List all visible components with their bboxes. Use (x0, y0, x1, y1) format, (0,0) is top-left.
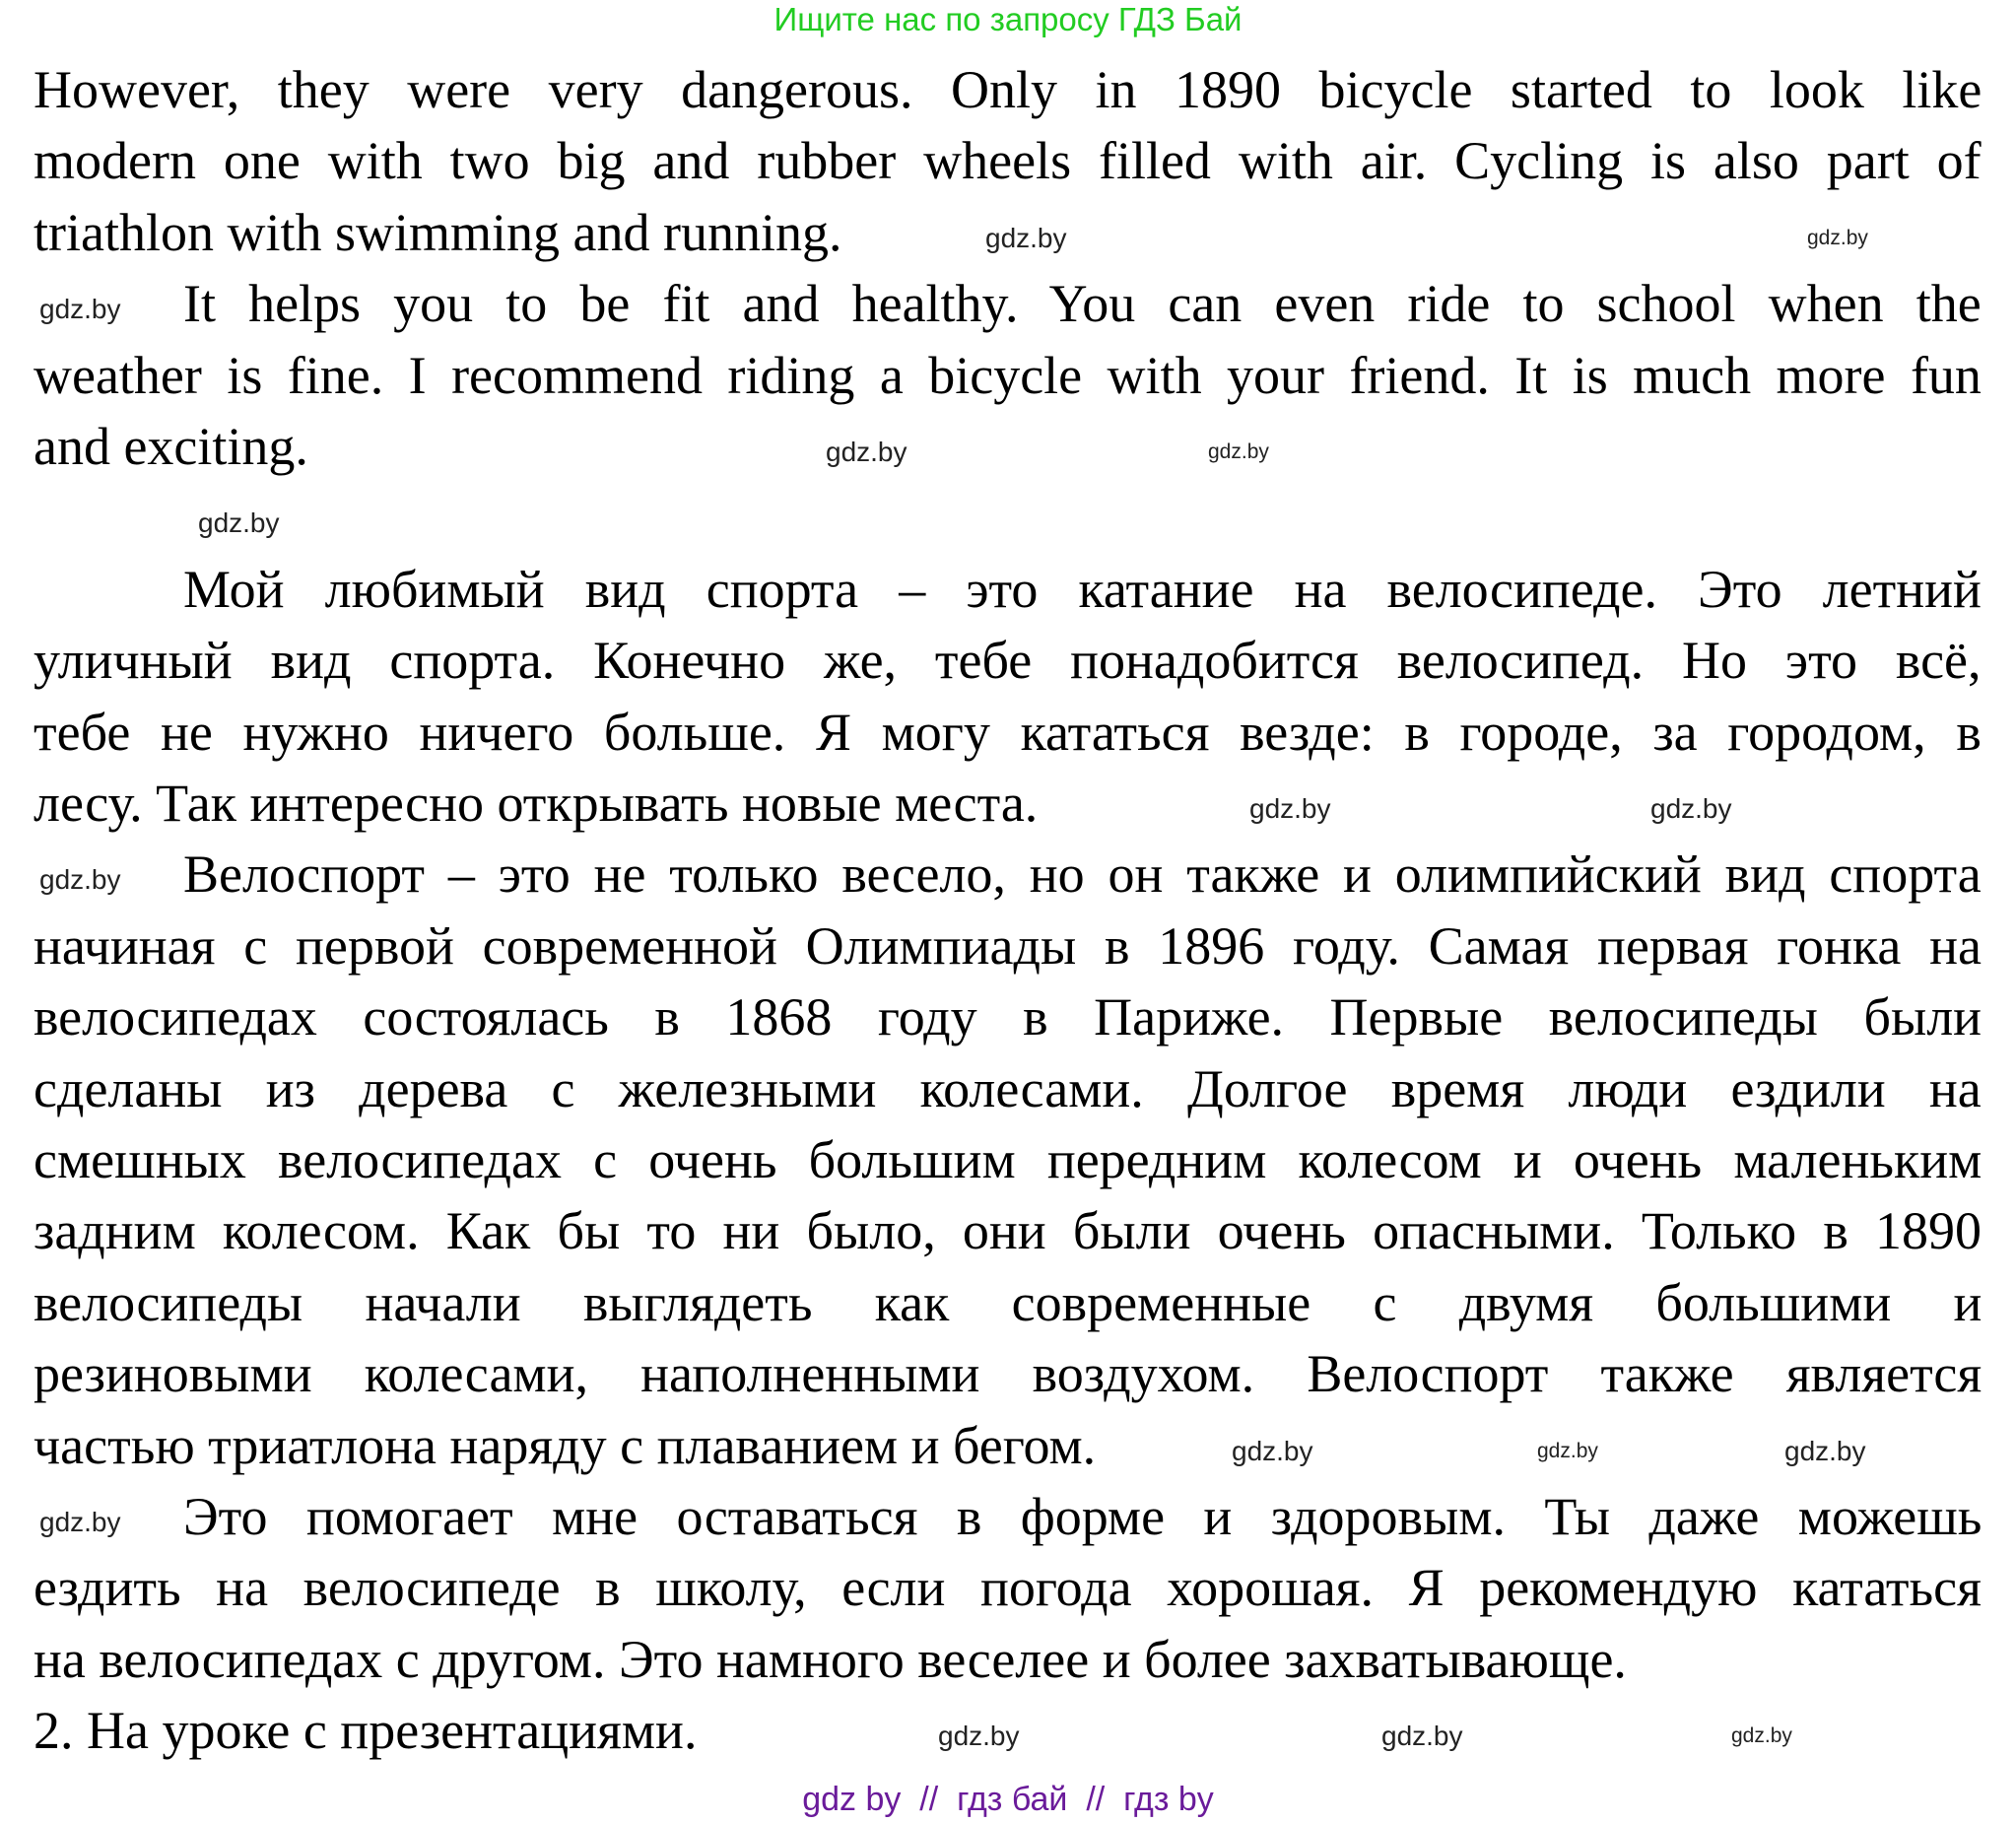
text-line: частью триатлона наряду с плаванием и бегом. (34, 1415, 1097, 1475)
watermark-text: gdz.by (1807, 226, 1868, 249)
watermark-text: gdz.by (938, 1721, 1020, 1752)
watermark-text: gdz.by (39, 294, 121, 325)
text-line: 2. На уроке с презентациями. (34, 1701, 698, 1761)
text-line: weather is fine. I recommend riding a bicycle with your friend. It is much more fun (34, 345, 1982, 405)
text-line: Велоспорт – это не только весело, но он также и олимпийский вид спорта (183, 844, 1982, 905)
text-line: modern one with two big and rubber wheels filled with air. Cycling is also part of (34, 131, 1982, 191)
watermark-text: gdz.by (1784, 1435, 1866, 1466)
watermark-text: gdz.by (985, 222, 1067, 253)
text-line: лесу. Так интересно открывать новые места. (34, 774, 1039, 833)
watermark-text: gdz.by (1650, 793, 1732, 824)
watermark-text: gdz.by (198, 507, 280, 539)
text-line: ездить на велосипеде в школу, если погода хорошая. Я рекомендую кататься (34, 1558, 1982, 1618)
watermark-text: gdz.by (1537, 1439, 1598, 1462)
watermark-text: gdz.by (1249, 793, 1331, 824)
text-line: However, they were very dangerous. Only in 1890 bicycle started to look like (34, 60, 1982, 119)
text-line: велосипеды начали выглядеть как современные с двумя большими и (34, 1272, 1982, 1332)
watermark-text: gdz.by (826, 437, 907, 467)
text-line: It helps you to be fit and healthy. You can even ride to school when the (183, 274, 1982, 334)
text-line: задним колесом. Как бы то ни было, они были очень опасными. Только в 1890 (34, 1201, 1982, 1261)
text-line: Это помогает мне оставаться в форме и здоровым. Ты даже можешь (183, 1487, 1982, 1546)
watermark-text: gdz.by (1731, 1724, 1792, 1748)
search-hint-header: Ищите нас по запросу ГДЗ Бай (773, 1, 1243, 37)
footer-links[interactable]: gdz by // гдз бай // гдз by (802, 1781, 1214, 1818)
text-line: смешных велосипедах с очень большим передним колесом и очень маленьким (34, 1130, 1982, 1189)
text-line: тебе не нужно ничего больше. Я могу кататься везде: в городе, за городом, в (34, 702, 1982, 762)
watermark-text: gdz.by (39, 1507, 121, 1537)
watermark-text: gdz.by (39, 864, 121, 896)
text-line: Мой любимый вид спорта – это катание на велосипеде. Это летний (183, 559, 1982, 619)
text-line: уличный вид спорта. Конечно же, тебе понадобится велосипед. Но это всё, (34, 631, 1982, 691)
text-line: triathlon with swimming and running. (34, 202, 842, 262)
watermark-text: gdz.by (1208, 440, 1269, 463)
text-line: велосипедах состоялась в 1868 году в Париже. Первые велосипеды были (34, 987, 1982, 1047)
text-line: сделаны из дерева с железными колесами. Долгое время люди ездили на (34, 1058, 1982, 1118)
watermark-text: gdz.by (1381, 1721, 1463, 1752)
text-line: начиная с первой современной Олимпиады в 1896 году. Самая первая гонка на (34, 915, 1982, 976)
text-line: на велосипедах с другом. Это намного веселее и более захватывающе. (34, 1629, 1627, 1689)
watermark-text: gdz.by (1232, 1435, 1313, 1466)
text-line: and exciting. (34, 417, 308, 476)
text-line: резиновыми колесами, наполненными воздухом. Велоспорт также является (34, 1344, 1982, 1404)
